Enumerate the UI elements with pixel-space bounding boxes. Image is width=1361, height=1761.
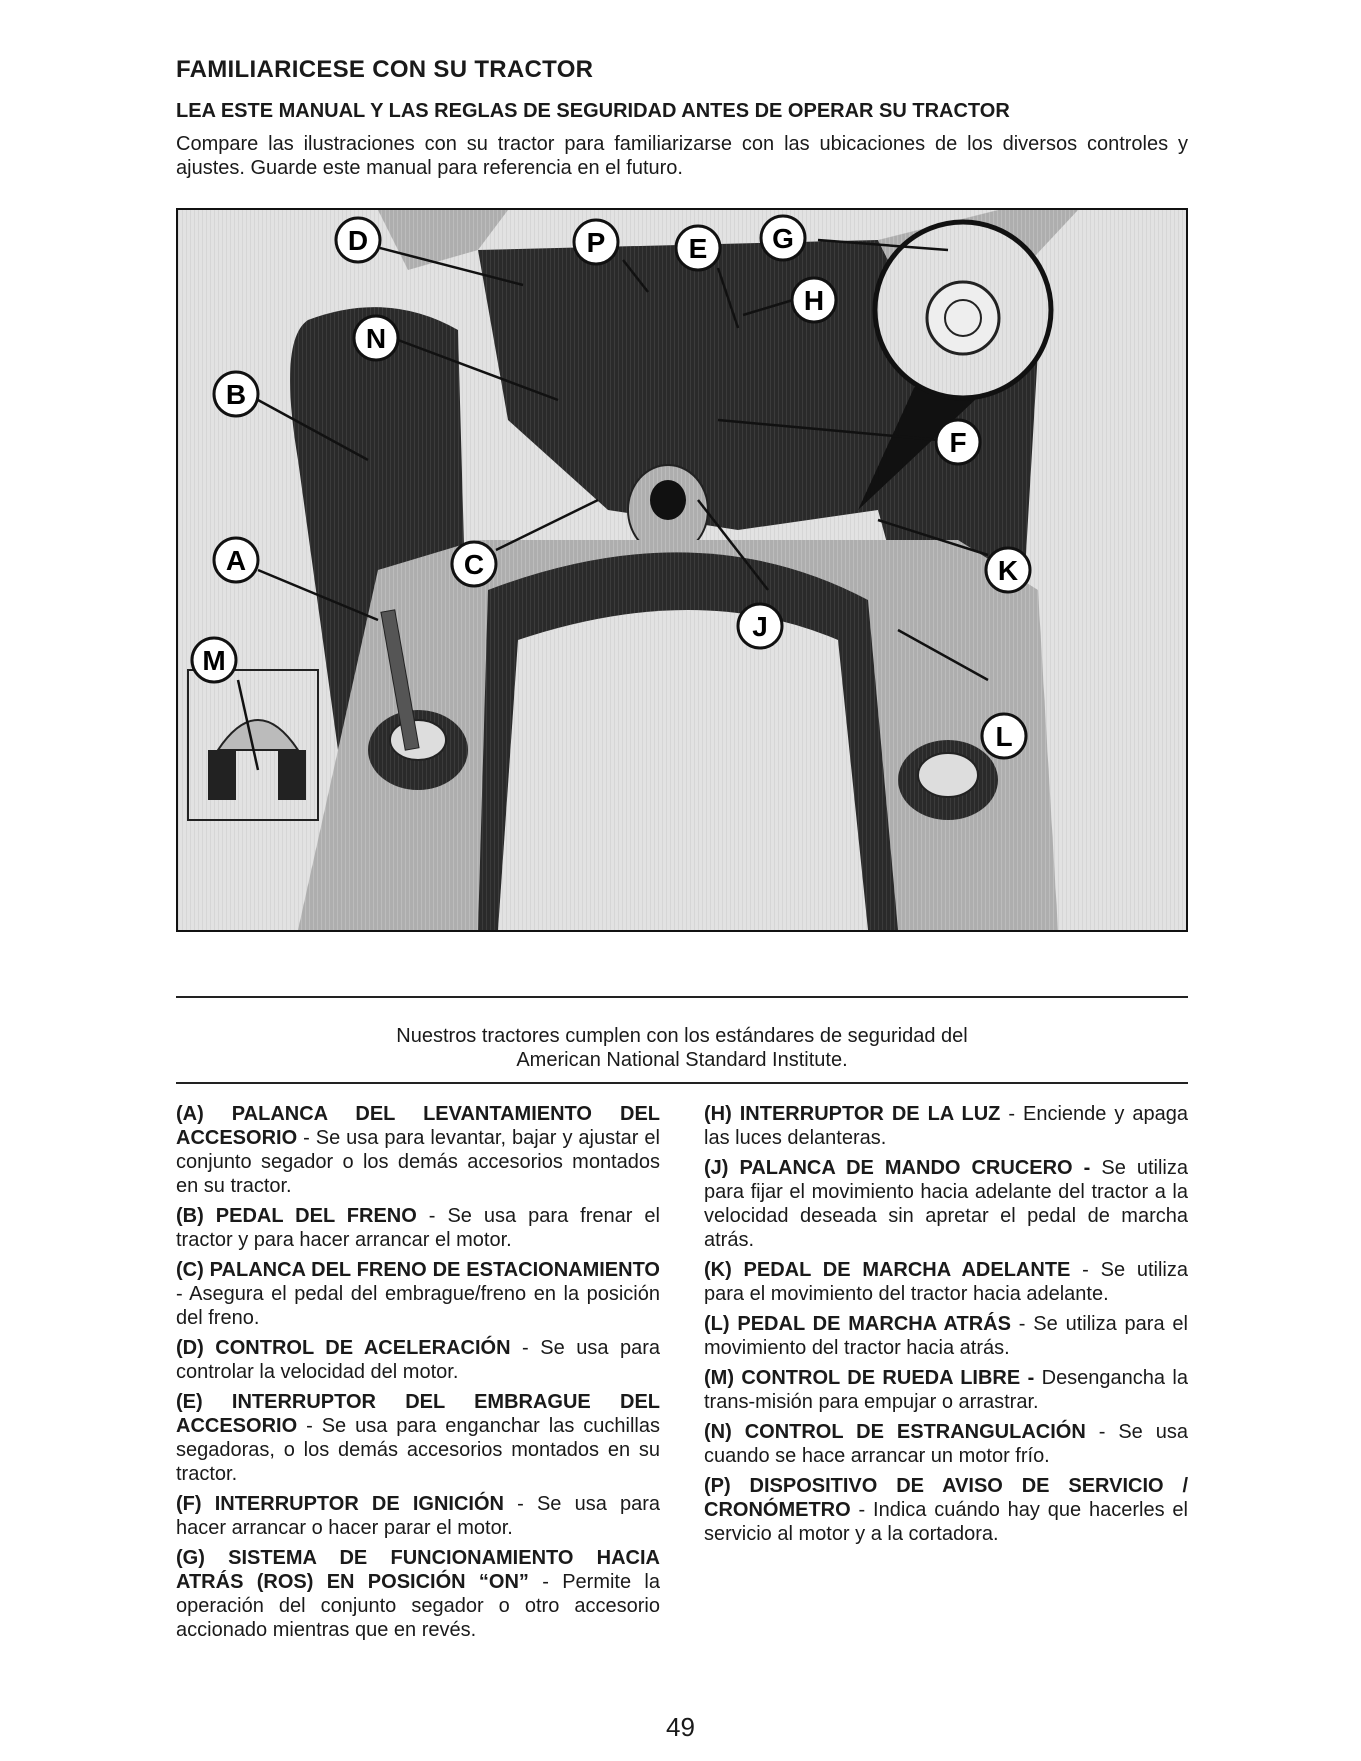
- control-item-term: (D) CONTROL DE ACELERACIÓN: [176, 1337, 511, 1359]
- callout-label-a: A: [225, 545, 247, 576]
- control-item-e: [176, 1390, 660, 1486]
- control-item-b: [176, 1204, 660, 1252]
- callout-label-j: J: [752, 611, 768, 642]
- callout-label-e: E: [688, 233, 708, 264]
- control-item-term: (F) INTERRUPTOR DE IGNICIÓN: [176, 1493, 504, 1515]
- control-item-desc: - Se utiliza para el movimiento del tractor hacia adelante.: [704, 1259, 1188, 1305]
- intro-paragraph: Compare las ilustraciones con su tractor para familiarizarse con las ubicaciones de los diversos controles y ajustes. Guarde este manual para referencia en el futuro.: [176, 133, 1188, 179]
- control-item-desc: - Se usa para enganchar las cuchillas segadoras, o los demás accesorios montados en su tractor.: [176, 1415, 660, 1485]
- callout-label-p: P: [586, 227, 606, 258]
- control-item-desc: - Indica cuándo hay que hacerles el servicio al motor y a la cortadora.: [704, 1499, 1188, 1545]
- control-item-p: [704, 1474, 1188, 1546]
- page-title: FAMILIARICESE CON SU TRACTOR: [176, 56, 594, 83]
- callout-label-n: N: [365, 323, 387, 354]
- section-subtitle: LEA ESTE MANUAL Y LAS REGLAS DE SEGURIDAD ANTES DE OPERAR SU TRACTOR: [176, 100, 1010, 122]
- control-item-term: (K) PEDAL DE MARCHA ADELANTE: [704, 1259, 1071, 1281]
- callout-label-f: F: [949, 427, 967, 458]
- controls-list-right: [704, 1102, 1188, 1552]
- control-item-desc: - Se usa cuando se hace arrancar un motor frío.: [704, 1421, 1189, 1467]
- seat-cushion: [498, 610, 868, 930]
- callout-label-c: C: [463, 549, 485, 580]
- control-item-term: (H) INTERRUPTOR DE LA LUZ: [704, 1103, 1001, 1125]
- control-item-term: (E) INTERRUPTOR DEL EMBRAGUE DEL ACCESORIO: [176, 1391, 660, 1437]
- controls-list-left: [176, 1102, 660, 1648]
- callout-label-d: D: [347, 225, 369, 256]
- control-item-desc: - Se usa para controlar la velocidad del motor.: [176, 1337, 661, 1383]
- callout-label-h: H: [803, 285, 825, 316]
- control-item-k: [704, 1258, 1188, 1306]
- page-number: 49: [666, 1712, 695, 1742]
- tractor-controls-illustration: [176, 208, 1188, 932]
- control-item-desc: - Se usa para levantar, bajar y ajustar el conjunto segador o los demás accesorios montados en su tractor.: [176, 1127, 660, 1197]
- callout-label-l: L: [995, 721, 1013, 752]
- standards-note: [176, 1024, 1188, 1072]
- standards-note-line2: American National Standard Institute.: [516, 1049, 848, 1071]
- divider-top: [176, 996, 1188, 998]
- control-item-term: (P) DISPOSITIVO DE AVISO DE SERVICIO / CRONÓMETRO: [704, 1475, 1188, 1521]
- control-item-j: [704, 1156, 1188, 1252]
- callout-label-m: M: [202, 645, 226, 676]
- control-item-term: (L) PEDAL DE MARCHA ATRÁS: [704, 1313, 1011, 1335]
- control-item-d: [176, 1336, 660, 1384]
- control-item-term: (J) PALANCA DE MANDO CRUCERO -: [704, 1157, 1091, 1179]
- divider-bottom: [176, 1082, 1188, 1084]
- control-item-term: (M) CONTROL DE RUEDA LIBRE -: [704, 1367, 1035, 1389]
- control-item-desc: - Permite la operación del conjunto segador o otro accesorio accionado mientras que en revés.: [176, 1571, 660, 1641]
- control-item-desc: Se utiliza para fijar el movimiento hacia adelante del tractor a la velocidad deseada sin apretar el pedal de marcha atrás.: [704, 1157, 1188, 1251]
- standards-note-line1: Nuestros tractores cumplen con los estándares de seguridad del: [396, 1025, 968, 1047]
- control-item-desc: - Se usa para hacer arrancar o hacer parar el motor.: [176, 1493, 661, 1539]
- control-item-m: [704, 1366, 1188, 1414]
- control-item-term: (C) PALANCA DEL FRENO DE ESTACIONAMIENTO: [176, 1259, 660, 1281]
- control-item-a: [176, 1102, 660, 1198]
- control-item-h: [704, 1102, 1188, 1150]
- control-item-desc: - Enciende y apaga las luces delanteras.: [704, 1103, 1188, 1149]
- control-item-term: (N) CONTROL DE ESTRANGULACIÓN: [704, 1421, 1086, 1443]
- control-item-g: [176, 1546, 660, 1642]
- callout-label-g: G: [772, 223, 794, 254]
- callout-label-k: K: [997, 555, 1019, 586]
- control-item-term: (A) PALANCA DEL LEVANTAMIENTO DEL ACCESORIO: [176, 1103, 660, 1149]
- control-item-n: [704, 1420, 1188, 1468]
- control-item-desc: - Se utiliza para el movimiento del tractor hacia atrás.: [704, 1313, 1188, 1359]
- control-item-l: [704, 1312, 1188, 1360]
- callout-label-b: B: [225, 379, 247, 410]
- control-item-desc: - Asegura el pedal del embrague/freno en la posición del freno.: [176, 1283, 660, 1329]
- control-item-f: [176, 1492, 660, 1540]
- control-item-desc: Desengancha la trans-misión para empujar o arrastrar.: [704, 1367, 1188, 1413]
- control-item-term: (G) SISTEMA DE FUNCIONAMIENTO HACIA ATRÁS (ROS) EN POSICIÓN “ON”: [176, 1547, 660, 1593]
- control-item-c: [176, 1258, 660, 1330]
- control-item-desc: - Se usa para frenar el tractor y para hacer arrancar el motor.: [176, 1205, 660, 1251]
- control-item-term: (B) PEDAL DEL FRENO: [176, 1205, 417, 1227]
